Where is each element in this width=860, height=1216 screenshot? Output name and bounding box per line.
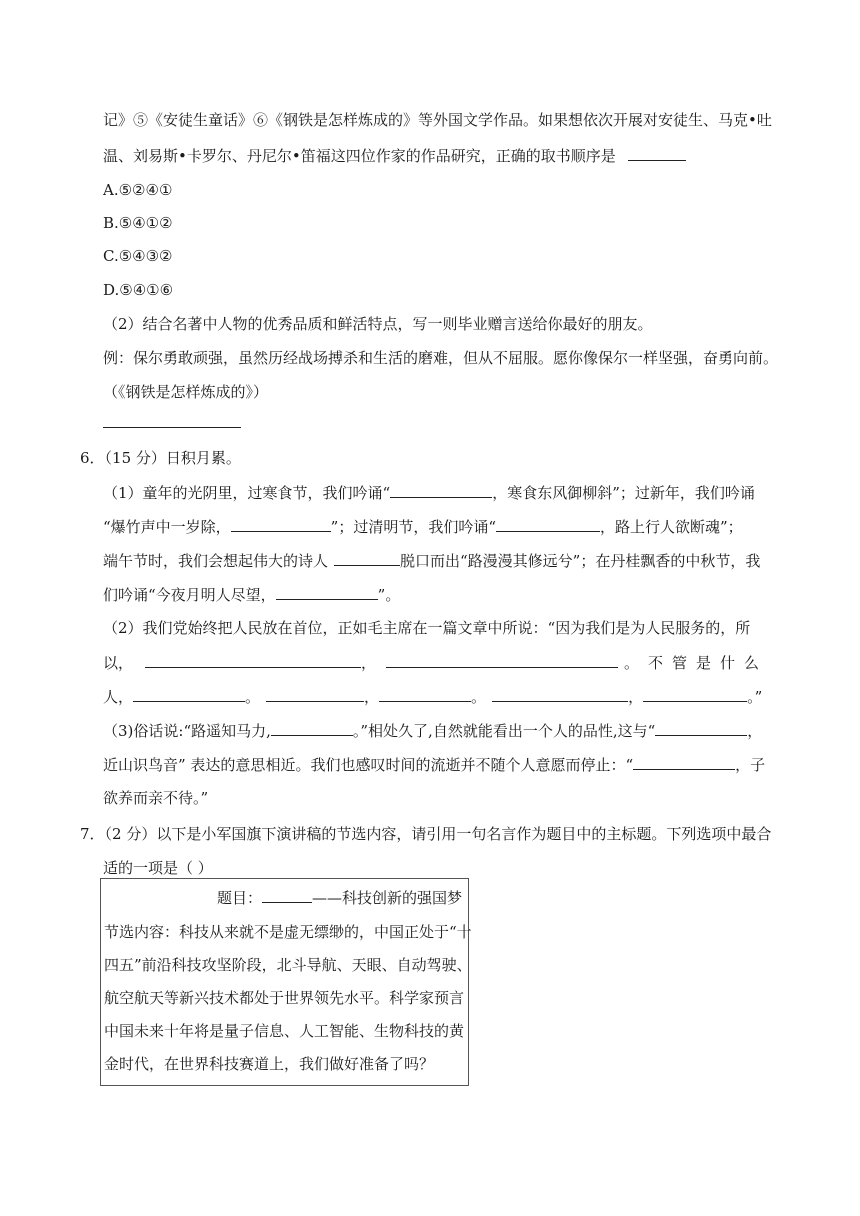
answer-blank[interactable]: [633, 754, 735, 770]
q5-option-a: A.⑤②④①: [103, 181, 173, 199]
text: 题目：: [217, 889, 263, 907]
answer-blank[interactable]: [145, 652, 361, 668]
answer-blank[interactable]: [103, 412, 241, 428]
text: ，子: [735, 756, 766, 774]
text: 。: [471, 688, 487, 706]
answer-blank[interactable]: [231, 516, 331, 532]
text: 。”: [747, 688, 763, 706]
text: ，路上行人欲断魂”；: [600, 518, 743, 536]
q5-sub-question-2: （2）结合名著中人物的优秀品质和鲜活特点，写一则毕业赠言送给你最好的朋友。: [103, 315, 653, 333]
text: 人，: [103, 688, 134, 706]
box-line-3: 航空航天等新兴技术都处于世界领先水平。科学家预言: [104, 989, 465, 1007]
q6-line-7: [103, 686, 762, 707]
text: 以，: [103, 654, 134, 672]
answer-blank[interactable]: [334, 550, 400, 566]
q5-option-c: C.⑤④③②: [103, 247, 173, 265]
answer-blank[interactable]: [262, 887, 312, 903]
answer-blank[interactable]: [496, 516, 600, 532]
text: 脱口而出“路漫漫其修远兮”；在丹桂飘香的中秋节，我: [400, 552, 761, 570]
text: ，: [747, 722, 763, 740]
text: ”；过清明节，我们吟诵“: [330, 518, 497, 536]
text: 。不管是什么: [624, 654, 769, 672]
text: 近山识鸟音” 表达的意思相近。我们也感叹时间的流逝并不随个人意愿而停止：“: [103, 756, 634, 774]
text: 们吟诵“今夜月明人尽望，: [103, 586, 276, 604]
q6-line-6: [103, 652, 768, 673]
q6-heading: [80, 448, 241, 468]
box-line-5: 金时代，在世界科技赛道上，我们做好准备了吗？: [104, 1055, 435, 1073]
q7-title: （2 分）以下是小军国旗下演讲稿的节选内容，请引用一句名言作为题目中的主标题。下列选项中最合: [104, 825, 772, 843]
q6-line-10: 欲养而亲不待。”: [103, 789, 209, 807]
q5-text-line-2: [103, 145, 686, 166]
q5-example-source: （《钢铁是怎样炼成的》）: [103, 383, 269, 401]
text: 端午节时，我们会想起伟大的诗人: [103, 552, 329, 570]
q6-line-5: （2）我们党始终把人民放在首位，正如毛主席在一篇文章中所说：“因为我们是为人民服务的，所: [103, 619, 751, 637]
q6-line-9: [103, 754, 765, 775]
q6-line-2: [103, 516, 743, 537]
text: 。”相处久了,自然就能看出一个人的品性,这与“: [352, 722, 656, 740]
answer-blank[interactable]: [643, 686, 747, 702]
q6-line-1: [103, 482, 755, 503]
q5-text-line-2-content: 温、刘易斯•卡罗尔、丹尼尔•笛福这四位作家的作品研究，正确的取书顺序是: [103, 147, 616, 165]
answer-blank[interactable]: [266, 686, 364, 702]
q5-text-line-1: 记》⑤《安徒生童话》⑥《钢铁是怎样炼成的》等外国文学作品。如果想依次开展对安徒生、马克•吐: [103, 111, 772, 129]
answer-blank[interactable]: [628, 145, 686, 161]
text: ——科技创新的强国梦: [312, 889, 463, 907]
text: ，: [361, 654, 377, 672]
answer-blank[interactable]: [271, 720, 353, 736]
speech-excerpt-box: [100, 878, 472, 1086]
box-line-2: 四五”前沿科技攻坚阶段，北斗导航、天眼、自动驾驶、: [104, 956, 472, 974]
box-line-1: 节选内容：科技从来就不是虚无缥缈的，中国正处于“十: [104, 923, 472, 941]
q7-heading: [80, 824, 771, 844]
q6-line-8: [103, 720, 762, 741]
q5-option-b: B.⑤④①②: [103, 214, 173, 232]
text: （1）童年的光阴里，过寒食节，我们吟诵“: [103, 484, 391, 502]
q5-option-d: D.⑤④①⑥: [103, 281, 174, 299]
answer-blank[interactable]: [386, 652, 618, 668]
text: （3)俗话说:“路遥知马力,: [103, 722, 271, 740]
q5-answer-line[interactable]: [103, 412, 241, 433]
answer-blank[interactable]: [655, 720, 747, 736]
answer-blank[interactable]: [390, 482, 492, 498]
box-line-4: 中国未来十年将是量子信息、人工智能、生物科技的黄: [104, 1022, 465, 1040]
text: ，: [364, 688, 380, 706]
text: 。: [245, 688, 261, 706]
answer-blank[interactable]: [276, 584, 378, 600]
box-title: [217, 887, 462, 908]
q6-line-4: [103, 584, 400, 605]
answer-blank[interactable]: [379, 686, 471, 702]
q6-title: （15 分）日积月累。: [104, 449, 241, 467]
text: “爆竹声中一岁除，: [103, 518, 231, 536]
q6-line-3: [103, 550, 760, 571]
text: ，寒食东风御柳斜”；过新年，我们吟诵: [492, 484, 755, 502]
q7-heading-cont: 适的一项是（ ）: [103, 859, 213, 877]
q7-number: 7．: [80, 825, 105, 843]
q6-number: 6．: [80, 449, 105, 467]
q5-example: 例：保尔勇敢顽强，虽然历经战场搏杀和生活的磨难，但从不屈服。愿你像保尔一样坚强，奋勇向前。: [103, 349, 779, 367]
answer-blank[interactable]: [492, 686, 628, 702]
text: ，: [628, 688, 644, 706]
text: ”。: [377, 586, 401, 604]
answer-blank[interactable]: [133, 686, 245, 702]
